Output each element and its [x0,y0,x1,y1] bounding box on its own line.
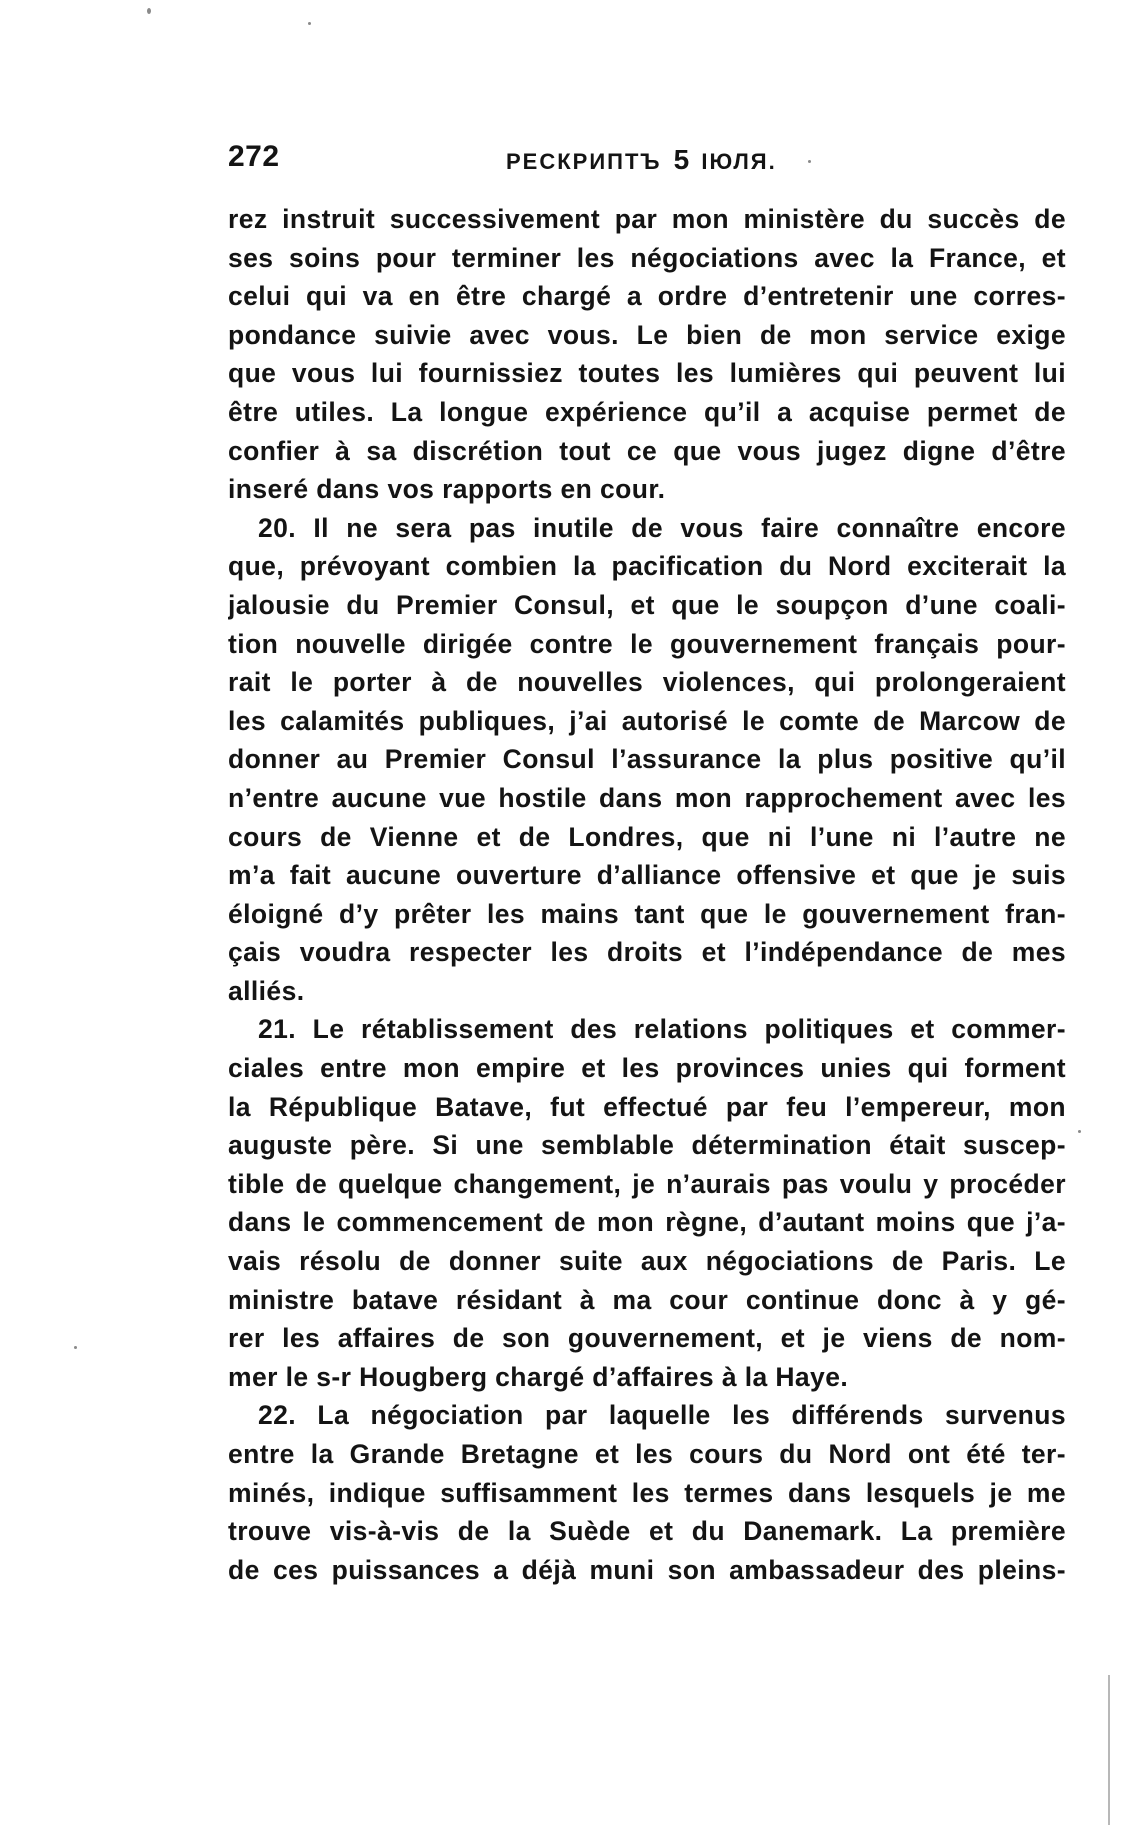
text-line: rez instruit successivement par mon ministère du succès de [228,204,1066,234]
text-line: que, prévoyant combien la pacification du Nord exciterait la [228,551,1066,582]
text-line: dans le commencement de mon règne, d’autant moins que j’a- [228,1207,1066,1238]
text-line: çais voudra respecter les droits et l’indépendance de mes [228,937,1066,968]
text-line: rer les affaires de son gouvernement, et je viens de nom- [228,1323,1066,1354]
text-line: tion nouvelle dirigée contre le gouvernement français pour- [228,628,1066,659]
scan-speck [147,8,151,14]
running-title-number: 5 [673,144,690,175]
text-line: ciales entre mon empire et les provinces unies qui forment [228,1053,1066,1084]
text-line: n’entre aucune vue hostile dans mon rapprochement avec les [228,782,1066,813]
text-line: ministre batave résidant à ma cour continue donc à y gé- [228,1284,1066,1315]
text-line: minés, indique suffisamment les termes dans lesquels je me [228,1477,1066,1508]
page-number: 272 [228,140,280,173]
text-line: tible de quelque changement, je n’aurais pas voulu y procéder [228,1168,1066,1199]
text-line: m’a fait aucune ouverture d’alliance offensive et que je suis [228,860,1066,891]
text-line: que vous lui fournissiez toutes les lumières qui peuvent lui [228,358,1066,389]
text-line: de ces puissances a déjà muni son ambassadeur des pleins- [228,1554,1066,1585]
text-line: pondance suivie avec vous. Le bien de mon service exige [228,319,1066,350]
text-line: trouve vis-à-vis de la Suède et du Danemark. La première [228,1516,1066,1547]
running-title-word: РЕСКРИПТЪ [506,149,662,174]
paragraph-22-start: 22. La négociation par laquelle les différends survenus [258,1400,1066,1431]
scan-speck [1078,1130,1081,1133]
text-line: ses soins pour terminer les négociations avec la France, et [228,242,1066,273]
text-line: inseré dans vos rapports en cour. [228,474,666,505]
scan-speck [308,22,311,25]
text-line: celui qui va en être chargé a ordre d’entretenir une corres- [228,281,1066,312]
scan-speck [808,160,811,163]
text-line: éloigné d’y prêter les mains tant que le gouvernement fran- [228,898,1066,929]
running-title [506,144,777,176]
running-title-month: ІЮЛЯ. [701,149,777,174]
text-line: les calamités publiques, j’ai autorisé le comte de Marcow de [228,705,1066,736]
text-line: rait le porter à de nouvelles violences, qui prolongeraient [228,667,1066,698]
body-text [228,200,1066,1589]
scan-edge-mark [1108,1675,1110,1825]
text-line: confier à sa discrétion tout ce que vous jugez digne d’être [228,435,1066,466]
text-line: jalousie du Premier Consul, et que le soupçon d’une coali- [228,589,1066,620]
paragraph-21-start: 21. Le rétablissement des relations politiques et commer- [258,1014,1066,1045]
running-head [228,140,968,180]
text-line: auguste père. Si une semblable détermination était suscep- [228,1130,1066,1161]
text-line: cours de Vienne et de Londres, que ni l’une ni l’autre ne [228,821,1066,852]
text-line: être utiles. La longue expérience qu’il a acquise permet de [228,396,1066,427]
text-line: vais résolu de donner suite aux négociations de Paris. Le [228,1246,1066,1277]
text-line: alliés. [228,975,305,1006]
text-line: entre la Grande Bretagne et les cours du Nord ont été ter- [228,1439,1066,1469]
text-line: la République Batave, fut effectué par feu l’empereur, mon [228,1091,1066,1122]
text-line: mer le s-r Hougberg chargé d’affaires à la Haye. [228,1361,849,1392]
paragraph-20-start: 20. Il ne sera pas inutile de vous faire connaître encore [258,512,1066,543]
scan-speck [74,1346,77,1349]
text-line: donner au Premier Consul l’assurance la plus positive qu’il [228,744,1066,775]
